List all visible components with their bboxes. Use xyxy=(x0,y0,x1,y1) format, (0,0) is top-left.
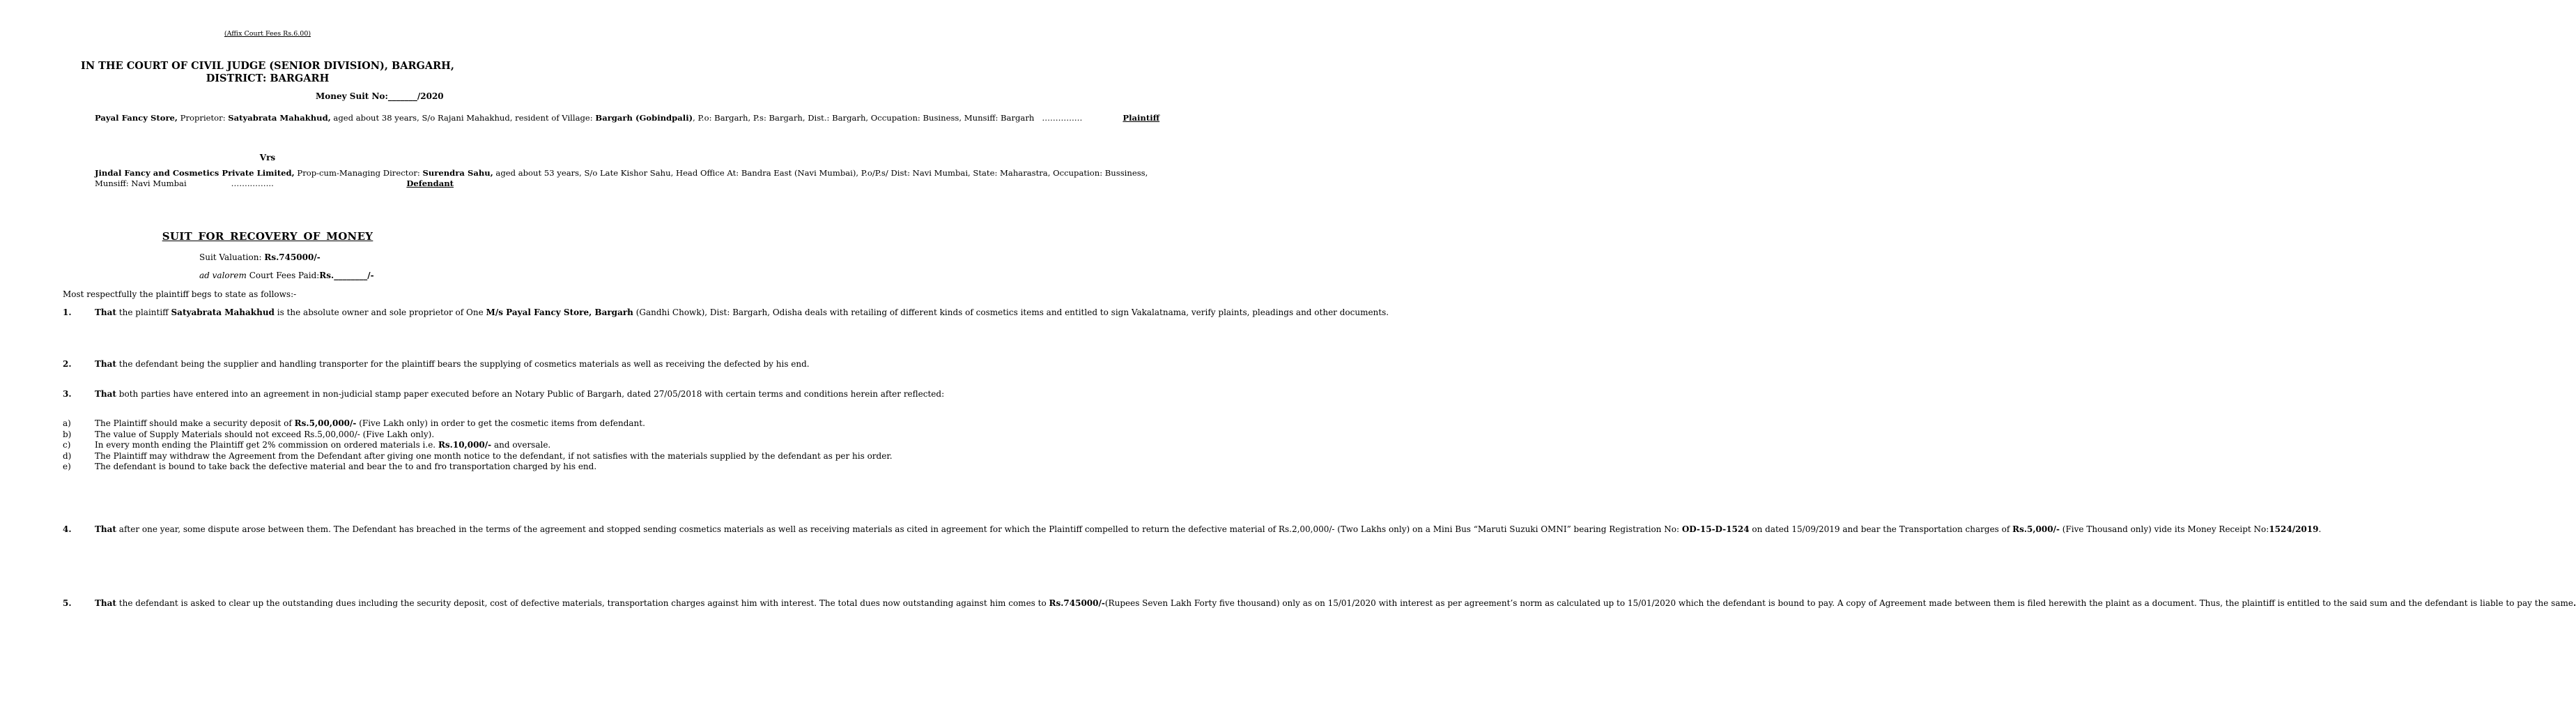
para-number: 4. xyxy=(63,524,72,534)
paragraph-5 xyxy=(63,598,2576,609)
plaintiff-details xyxy=(95,113,1160,123)
text: the defendant is asked to clear up the outstanding dues including the security deposit, cost of defective materials, transportation charges against him with interest. The total dues now outstanding against him comes to xyxy=(116,598,1049,608)
court-heading-line2: DISTRICT: BARGARH xyxy=(206,73,330,84)
text: Munsiff: Navi Mumbai xyxy=(95,178,187,189)
court-fees-note: (Affix Court Fees Rs.6.00) xyxy=(224,30,311,38)
plaintiff-role: Plaintiff xyxy=(1123,113,1160,123)
defendant-munsiff xyxy=(95,178,274,189)
text: (Gandhi Chowk), Dist: Bargarh, Odisha deals with retailing of different kinds of cosmetics items and entitled to sign Vakalatnama, verify plaints, pleadings and other documents. xyxy=(633,307,1389,317)
term-c xyxy=(63,440,551,451)
text: aged about 38 years, S/o Rajani Mahakhud, resident of Village: xyxy=(330,113,596,123)
text: OD-15-D-1524 xyxy=(1681,524,1750,534)
term-label: c) xyxy=(63,440,71,450)
text: That xyxy=(95,598,116,608)
suit-valuation xyxy=(199,252,321,262)
text: . xyxy=(2318,524,2322,534)
term-d xyxy=(63,450,893,462)
versus-label: Vrs xyxy=(259,153,276,162)
text: That xyxy=(95,524,116,534)
plaintiff-village: Bargarh (Gobindpali) xyxy=(595,113,693,123)
text: on dated 15/09/2019 and bear the Transportation charges of xyxy=(1749,524,2013,534)
para-number: 5. xyxy=(63,598,72,608)
text: the defendant being the supplier and handling transporter for the plaintiff bears the supplying of cosmetics materials as well as receiving the defected by his end. xyxy=(116,359,810,369)
text: Suit Valuation: xyxy=(199,252,265,262)
plaintiff-block xyxy=(95,113,1160,123)
paragraph-1 xyxy=(63,307,1389,319)
defendant-director: Surendra Sahu, xyxy=(422,168,493,178)
text: The Plaintiff should make a security deposit of xyxy=(95,418,295,428)
agreement-terms xyxy=(63,418,893,473)
text: is the absolute owner and sole proprietor of One xyxy=(274,307,486,317)
text: That xyxy=(95,307,116,317)
para-number: 3. xyxy=(63,389,72,399)
term-label: b) xyxy=(63,429,72,439)
term-label: e) xyxy=(63,462,71,472)
defendant-role: Defendant xyxy=(406,178,454,189)
valuation-amount: Rs.745000/- xyxy=(264,252,321,262)
text: (Rupees Seven Lakh Forty five thousand) only as on 15/01/2020 with interest as per agreement’s norm as calculated up to 15/01/2020 which the defendant is bound to pay. A copy of Agreement made between them is filed herewith the plaint as a document. Thus, the plaintiff is entitled to the said sum and the defendant is liable to pay the same xyxy=(1104,598,2573,608)
intro-line: Most respectfully the plaintiff begs to state as follows:- xyxy=(63,289,297,299)
text: Rs.5,000/- xyxy=(2012,524,2060,534)
money-suit-number: Money Suit No:_______/2020 xyxy=(316,91,444,101)
term-a xyxy=(63,418,645,430)
paragraph-3 xyxy=(63,389,945,400)
defendant-name: Jindal Fancy and Cosmetics Private Limited, xyxy=(95,168,295,178)
term-e xyxy=(63,462,597,473)
text xyxy=(95,418,645,430)
text: , P.o: Bargarh, P.s: Bargarh, Dist.: Bargarh, Occupation: Business, Munsiff: Bargarh xyxy=(693,113,1035,123)
suit-title: SUIT FOR RECOVERY OF MONEY xyxy=(162,230,373,243)
text: That xyxy=(95,389,116,399)
defendant-dots: ……..…….. xyxy=(231,178,274,189)
paragraph-2 xyxy=(63,359,810,370)
text: after one year, some dispute arose between them. The Defendant has breached in the terms of the agreement and stopped sending cosmetics materials as well as receiving materials as cited in agreement for which the Plaintiff compelled to return the defective material of Rs.2,00,000/- (Two Lakhs only) on a Mini Bus “Maruti Suzuki OMNI” bearing Registration No: xyxy=(116,524,1682,534)
court-heading-line1: IN THE COURT OF CIVIL JUDGE (SENIOR DIVISION), BARGARH, xyxy=(81,60,454,72)
court-fees-amount: Rs.________/- xyxy=(319,271,374,280)
text: aged about 53 years, S/o Late Kishor Sahu, Head Office At: Bandra East (Navi Mumbai), P.o/P.s/ Dist: Navi Mumbai, State: Maharastra, Occupation: Bussiness, xyxy=(493,168,1148,178)
para-number: 2. xyxy=(63,359,72,369)
text: 1524/2019 xyxy=(2269,524,2319,534)
text: ad valorem xyxy=(199,271,247,280)
text: (Five Thousand only) vide its Money Receipt No: xyxy=(2059,524,2269,534)
text xyxy=(95,440,550,451)
defendant-details xyxy=(95,168,1148,178)
text: and oversale. xyxy=(491,440,551,450)
text: The defendant is bound to take back the defective material and bear the to and fro transportation charged by his end. xyxy=(95,462,597,472)
text: Satyabrata Mahakhud xyxy=(171,307,275,317)
para-number: 1. xyxy=(63,307,72,317)
plaintiff-dots: …………… xyxy=(1042,113,1083,123)
text: (Five Lakh only) in order to get the cosmetic items from defendant. xyxy=(356,418,645,428)
defendant-block xyxy=(95,168,1148,190)
text: both parties have entered into an agreement in non-judicial stamp paper executed before an Notary Public of Bargarh, dated 27/05/2018 with certain terms and conditions herein after reflected: xyxy=(116,389,945,399)
text: . xyxy=(2573,598,2576,608)
term-label: a) xyxy=(63,418,71,428)
court-heading xyxy=(0,60,535,85)
text: the plaintiff xyxy=(116,307,171,317)
text: The Plaintiff may withdraw the Agreement from the Defendant after giving one month notice to the defendant, if not satisfies with the materials supplied by the defendant as per his order. xyxy=(95,450,893,461)
text: Rs.5,00,000/- xyxy=(294,418,357,428)
term-label: d) xyxy=(63,450,72,461)
term-b xyxy=(63,430,472,441)
plaintiff-name: Payal Fancy Store, xyxy=(95,113,178,123)
text: That xyxy=(95,359,116,369)
defendant-last-line xyxy=(95,178,454,189)
text: Court Fees Paid: xyxy=(246,271,320,280)
text: In every month ending the Plaintiff get 2% commission on ordered materials i.e. xyxy=(95,440,438,450)
plaintiff-proprietor: Satyabrata Mahakhud, xyxy=(228,113,331,123)
text: Rs.745000/- xyxy=(1049,598,1105,608)
text: Proprietor: xyxy=(177,113,229,123)
text: M/s Payal Fancy Store, Bargarh xyxy=(486,307,633,317)
text: The value of Supply Materials should not exceed Rs.5,00,000/- (Five Lakh only). xyxy=(95,429,435,439)
text: Rs.10,000/- xyxy=(438,440,492,450)
court-fees-paid xyxy=(199,271,374,280)
paragraph-4 xyxy=(63,524,2322,536)
text: Prop-cum-Managing Director: xyxy=(294,168,423,178)
